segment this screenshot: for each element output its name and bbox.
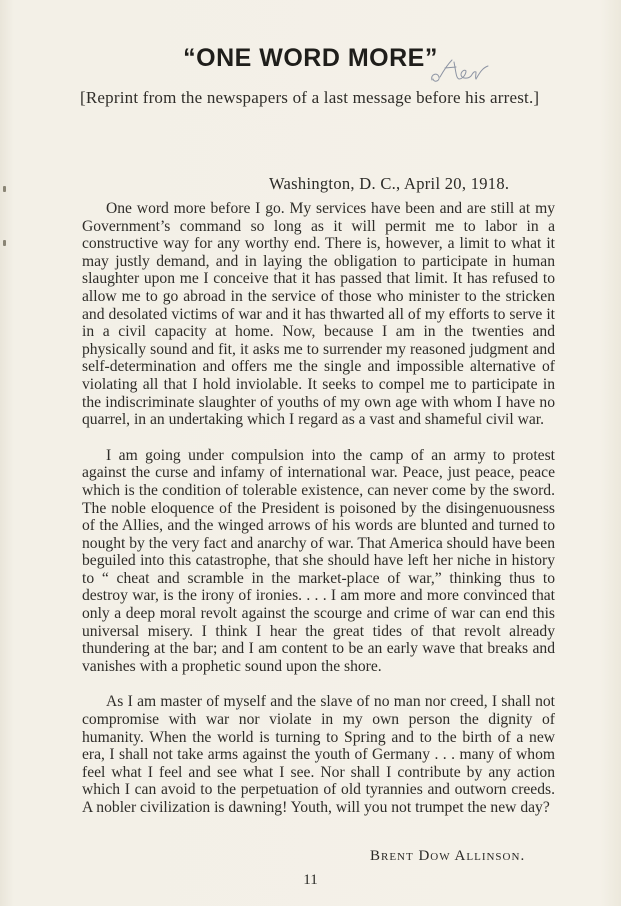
- handwritten-annotation: [426, 50, 496, 90]
- margin-mark: [3, 240, 6, 246]
- paragraph: As I am master of myself and the slave of no man nor creed, I shall not compromise with war nor violate in my own person the dignity of humanity. When the world is turning to Spring and to the birth of a new era, I shall not take arms against the youth of Germany . . . many of whom feel what I feel and see what I see. Nor shall I contribute by any action which I can avoid to the perpetuation of old tyrannies and outworn creeds. A nobler civilization is dawning! Youth, will you not trumpet the new day?: [82, 693, 555, 816]
- signature: Brent Dow Allinson.: [370, 848, 526, 864]
- paragraph: One word more before I go. My services have been and are still at my Government’s command so long as it will permit me to labor in a constructive way for any worthy end. There is, however, a limit to what it may justly demand, and in laying the obligation to participate in human slaughter upon me I conceive that it has passed that limit. It has refused to allow me to go abroad in the service of those who minister to the stricken and desolated victims of war and it has thwarted all of my efforts to serve it in a civil capacity at home. Now, because I am in the twenties and physically sound and fit, it asks me to surrender my reasoned judgment and self-determination and offers me the single and impossible alternative of violating all that I hold inviolable. It seeks to compel me to participate in the indiscriminate slaughter of youths of my own age with whom I have no quarrel, in an undertaking which I regard as a vast and shameful civil war.: [82, 200, 555, 429]
- subtitle: [Reprint from the newspapers of a last message before his arrest.]: [80, 88, 540, 107]
- paragraph: I am going under compulsion into the camp of an army to protest against the curse and infamy of international war. Peace, just peace, peace which is the condition of tolerable existence, can never come by the sword. The noble eloquence of the President is poisoned by the disingenuousness of the Allies, and the winged arrows of his words are blunted and turned to nought by the very fact and anarchy of war. That America should have been beguiled into this catastrophe, that she should have left her niche in history to “ cheat and scramble in the market-place of war,” thinking thus to destroy war, is the irony of ironies. . . . I am more and more convinced that only a deep moral revolt against the scourge and crime of war can end this universal misery. I think I hear the great tides of that revolt already thundering at the bar; and I am content to be an early wave that breaks and vanishes with a prophetic sound upon the shore.: [82, 446, 555, 675]
- page-title: “ONE WORD MORE”: [183, 44, 438, 72]
- letter-body: [82, 200, 555, 835]
- handwritten-after-icon: [426, 50, 496, 90]
- page-number: 11: [303, 872, 318, 888]
- dateline: Washington, D. C., April 20, 1918.: [269, 174, 510, 193]
- margin-mark: [3, 186, 6, 192]
